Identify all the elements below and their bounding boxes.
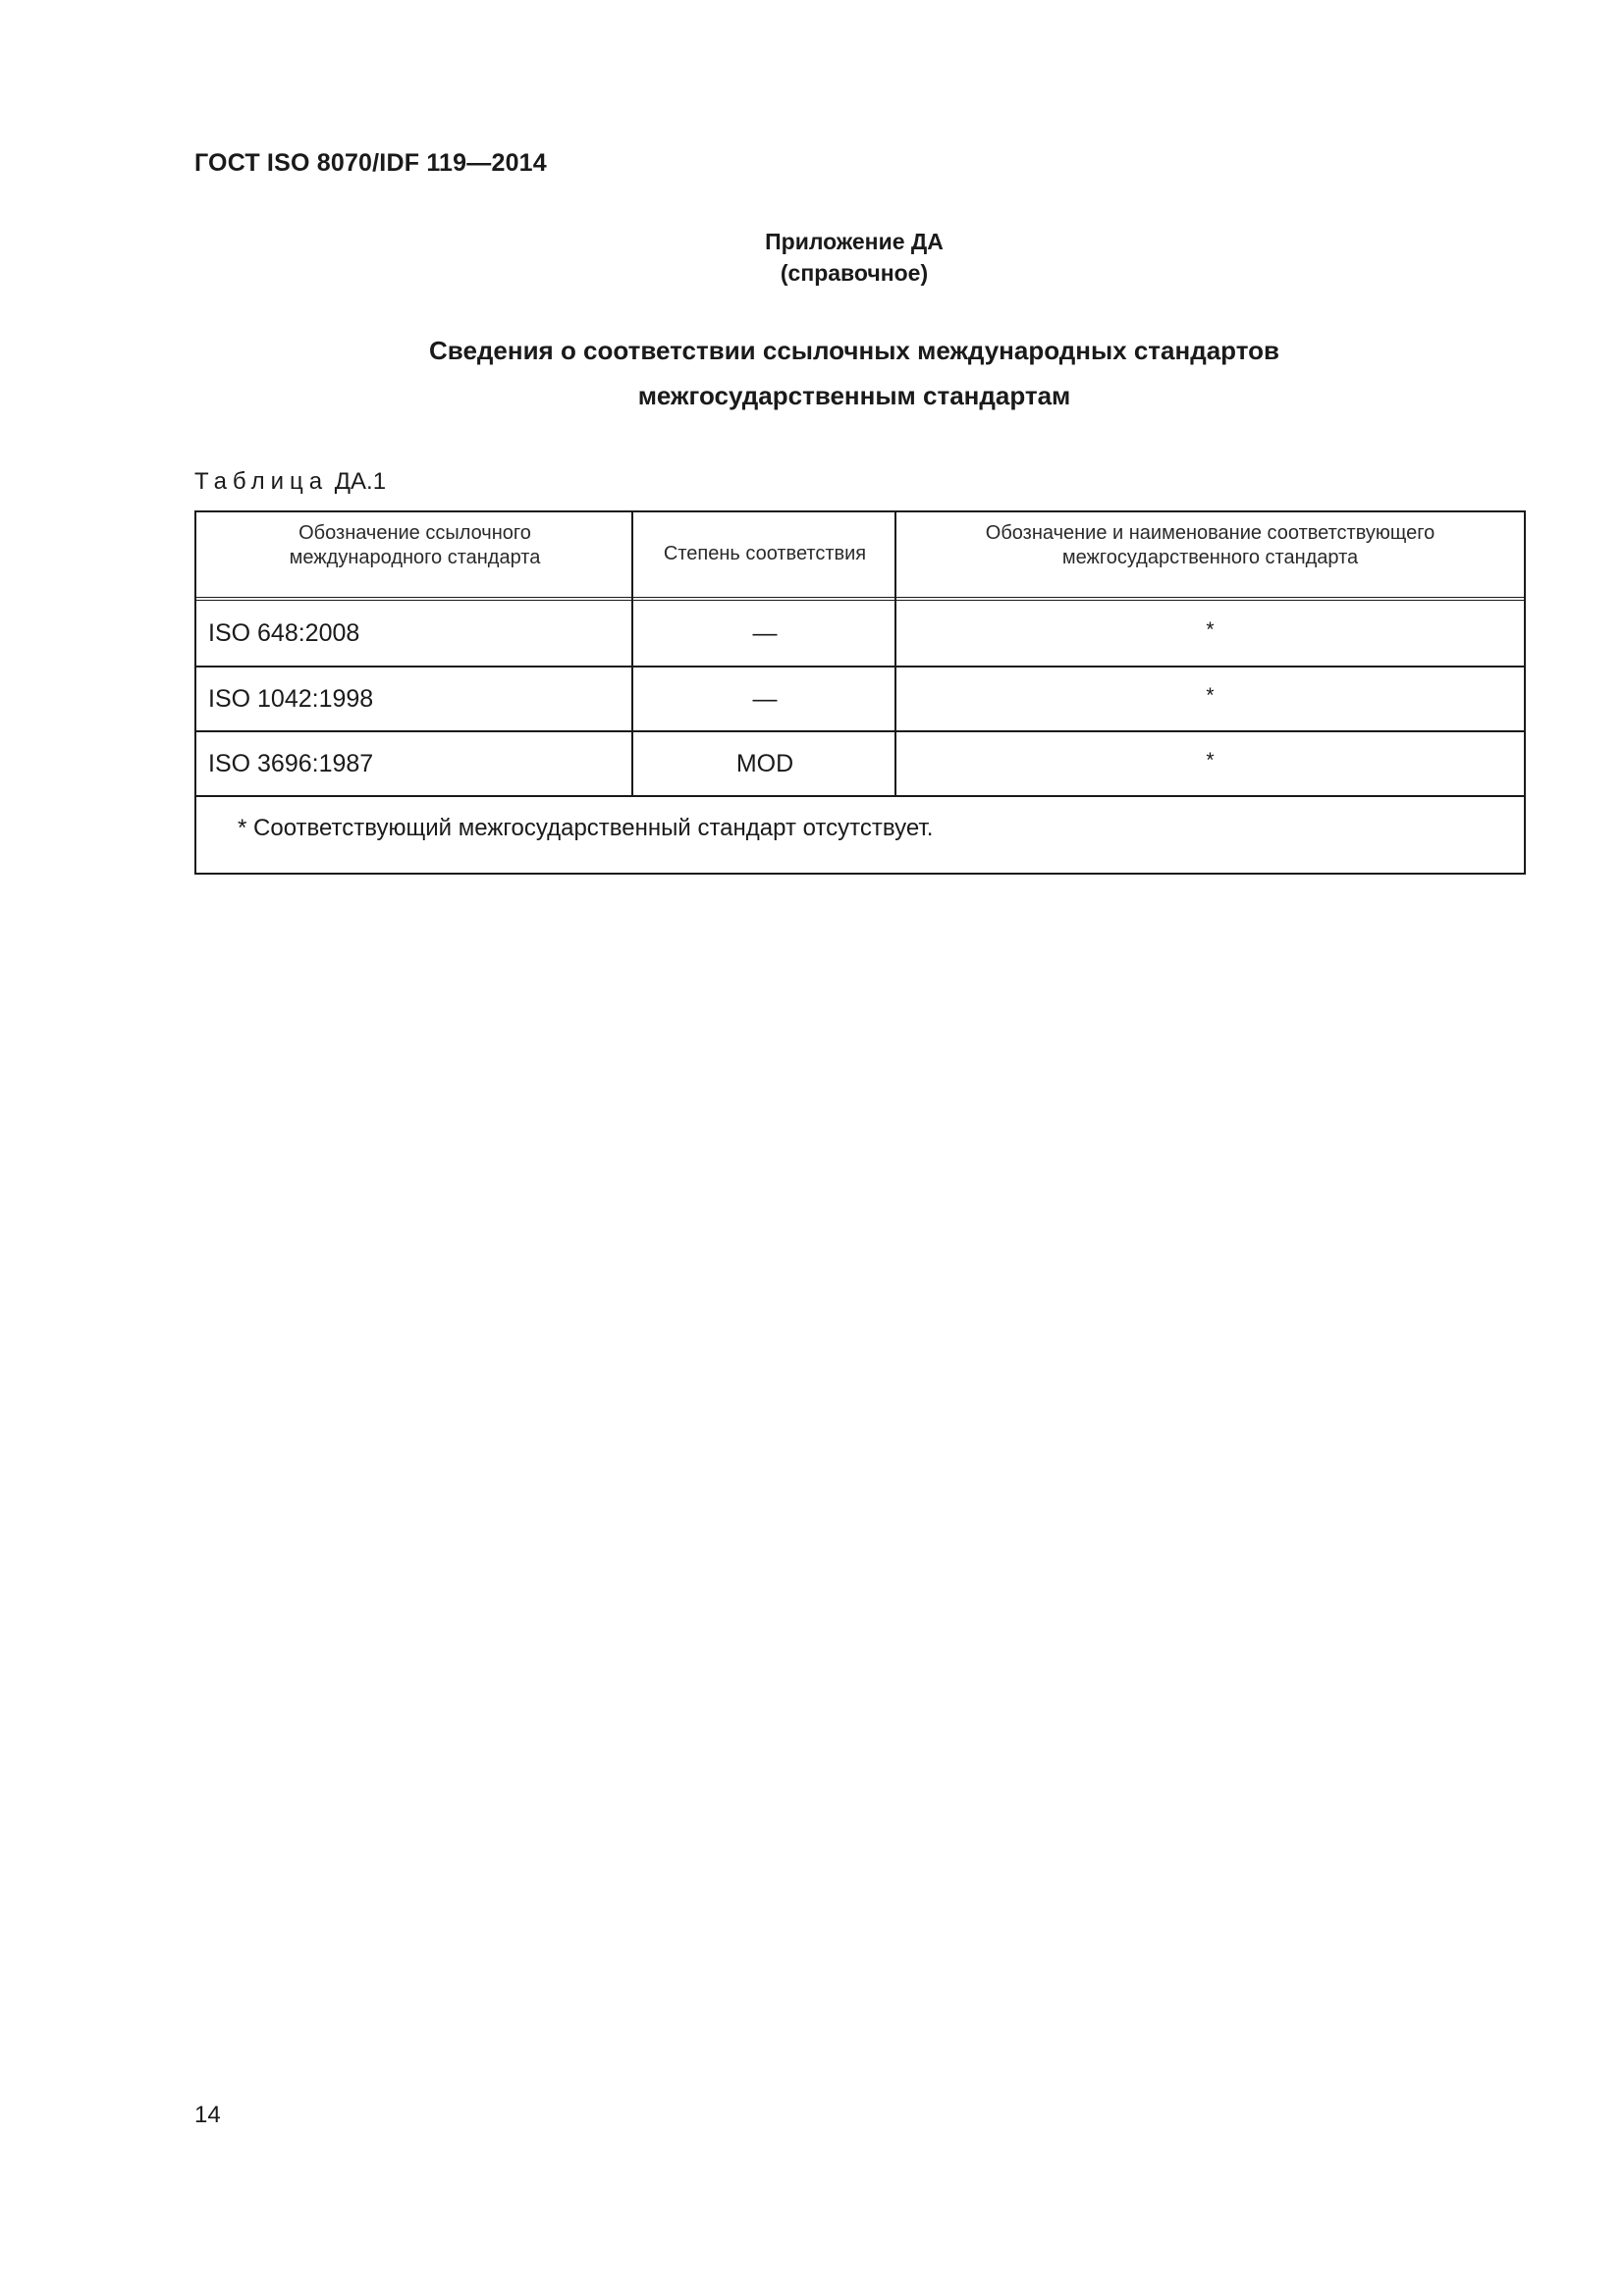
document-code: ГОСТ ISO 8070/IDF 119—2014 [194,149,547,177]
cell-interstate: * [1206,684,1215,707]
column-header-interstate: Обозначение и наименование соответствующего межгосударственного стандарта [985,522,1435,568]
column-divider [631,512,633,795]
cell-standard: ISO 1042:1998 [208,684,374,713]
header-separator [196,597,1524,598]
annex-title: Приложение ДА [765,229,944,254]
table-footnote-row [196,795,1524,875]
section-heading-line-2: межгосударственным стандартам [637,381,1071,410]
table-caption-word: Таблица [194,468,329,495]
cell-degree: — [752,684,778,713]
cell-standard: ISO 3696:1987 [208,749,374,777]
table-footnote: * Соответствующий межгосударственный стандарт отсутствует. [238,815,934,841]
cell-degree: — [752,618,778,647]
cell-standard: ISO 648:2008 [208,618,360,647]
table-row [196,730,1524,795]
table-row [196,666,1524,730]
page-number: 14 [194,2102,221,2128]
column-header-degree: Степень соответствия [663,542,867,564]
annex-type: (справочное) [780,260,929,286]
section-heading-line-1: Сведения о соответствии ссылочных международных стандартов [429,336,1279,365]
table-caption-number: ДА.1 [334,468,387,495]
cell-degree: MOD [735,749,794,777]
cell-interstate: * [1206,618,1215,641]
correspondence-table [194,510,1526,875]
column-header-standard: Обозначение ссылочного международного стандарта [289,522,541,568]
cell-interstate: * [1206,749,1215,772]
table-row [196,601,1524,666]
table-caption [194,468,386,496]
table-header-row [196,512,1524,595]
column-divider [894,512,896,795]
